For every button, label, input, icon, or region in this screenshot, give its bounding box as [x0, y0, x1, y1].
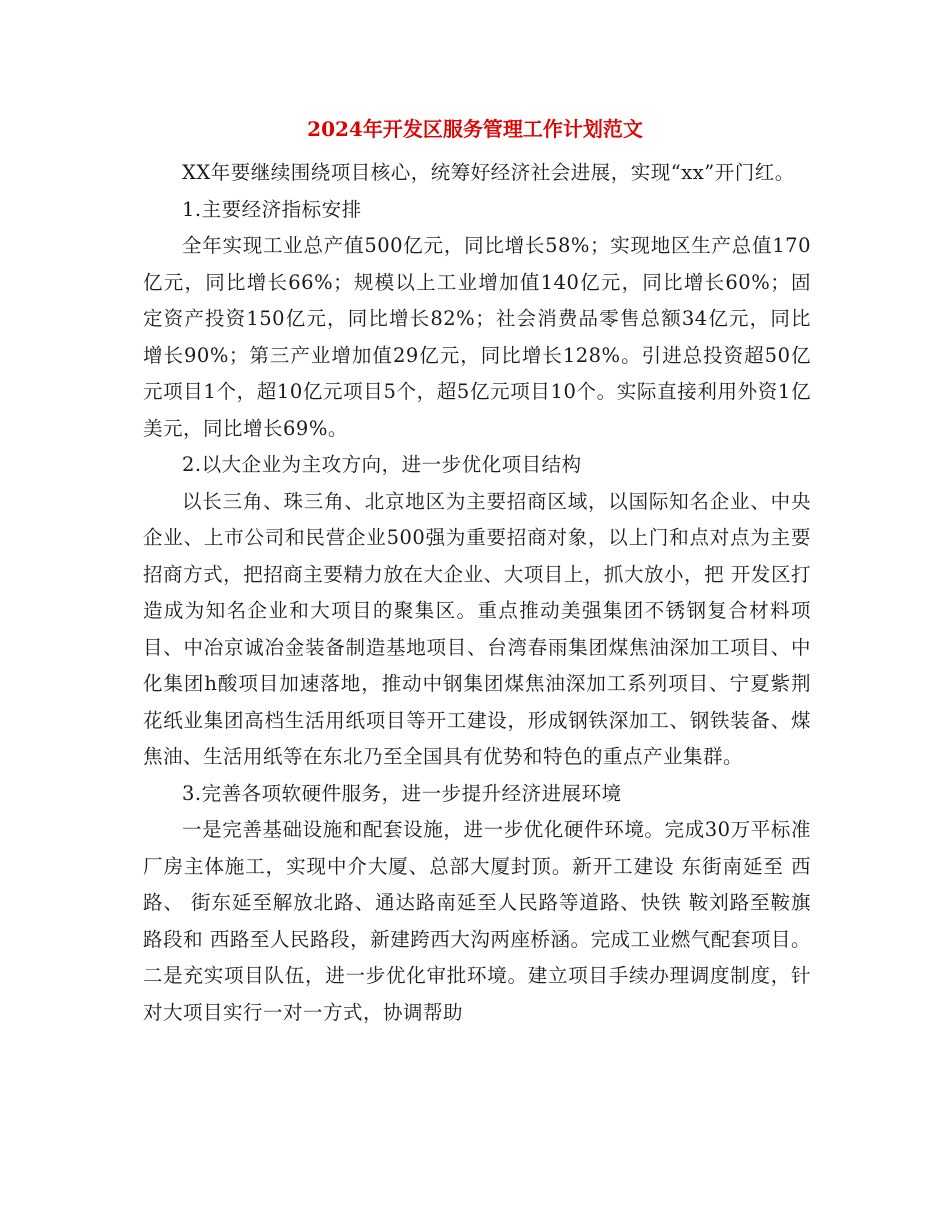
section-2-heading: 2.以大企业为主攻方向，进一步优化项目结构 — [182, 453, 582, 476]
document-body — [143, 155, 811, 1031]
section-1-heading: 1.主要经济指标安排 — [182, 197, 362, 221]
section-3-paragraph: 一是完善基础设施和配套设施，进一步优化硬件环境。完成30万平标准厂房主体施工，实现中介大厦、总部大厦封顶。新开工建设 东街南延至 西路、 街东延至解放北路、通达路南延至人民路等道路、快铁 鞍刘路至鞍旗路段和 西路至人民路段，新建跨西大沟两座桥涵。完成工业燃气配套项目。二是充实项目队伍，进一步优化审批环境。建立项目手续办理调度制度，针对大项目实行一对一方式，协调帮助 — [143, 818, 811, 1024]
document-title: 2024年开发区服务管理工作计划范文 — [307, 117, 643, 141]
intro-paragraph: XX年要继续围绕项目核心，统筹好经济社会进展，实现“xx”开门红。 — [182, 161, 795, 184]
section-1-paragraph: 全年实现工业总产值500亿元，同比增长58%；实现地区生产总值170亿元，同比增长66%；规模以上工业增加值140亿元，同比增长60%；固定资产投资150亿元，同比增长82%；社会消费品零售总额34亿元，同比增长90%；第三产业增加值29亿元，同比增长128%。引进总投资超50亿元项目1个，超10亿元项目5个，超5亿元项目10个。实际直接利用外资1亿美元，同比增长69%。 — [143, 234, 811, 440]
section-2-paragraph: 以长三角、珠三角、北京地区为主要招商区域，以国际知名企业、中央企业、上市公司和民营企业500强为重要招商对象，以上门和点对点为主要招商方式，把招商主要精力放在大企业、大项目上，抓大放小，把 开发区打造成为知名企业和大项目的聚集区。重点推动美强集团不锈钢复合材料项目、中冶京诚冶金装备制造基地项目、台湾春雨集团煤焦油深加工项目、中化集团h酸项目加速落地，推动中钢集团煤焦油深加工系列项目、宁夏紫荆花纸业集团高档生活用纸项目等开工建设，形成钢铁深加工、钢铁装备、煤焦油、生活用纸等在东北乃至全国具有优势和特色的重点产业集群。 — [143, 489, 811, 768]
section-3-heading: 3.完善各项软硬件服务，进一步提升经济进展环境 — [182, 781, 622, 805]
